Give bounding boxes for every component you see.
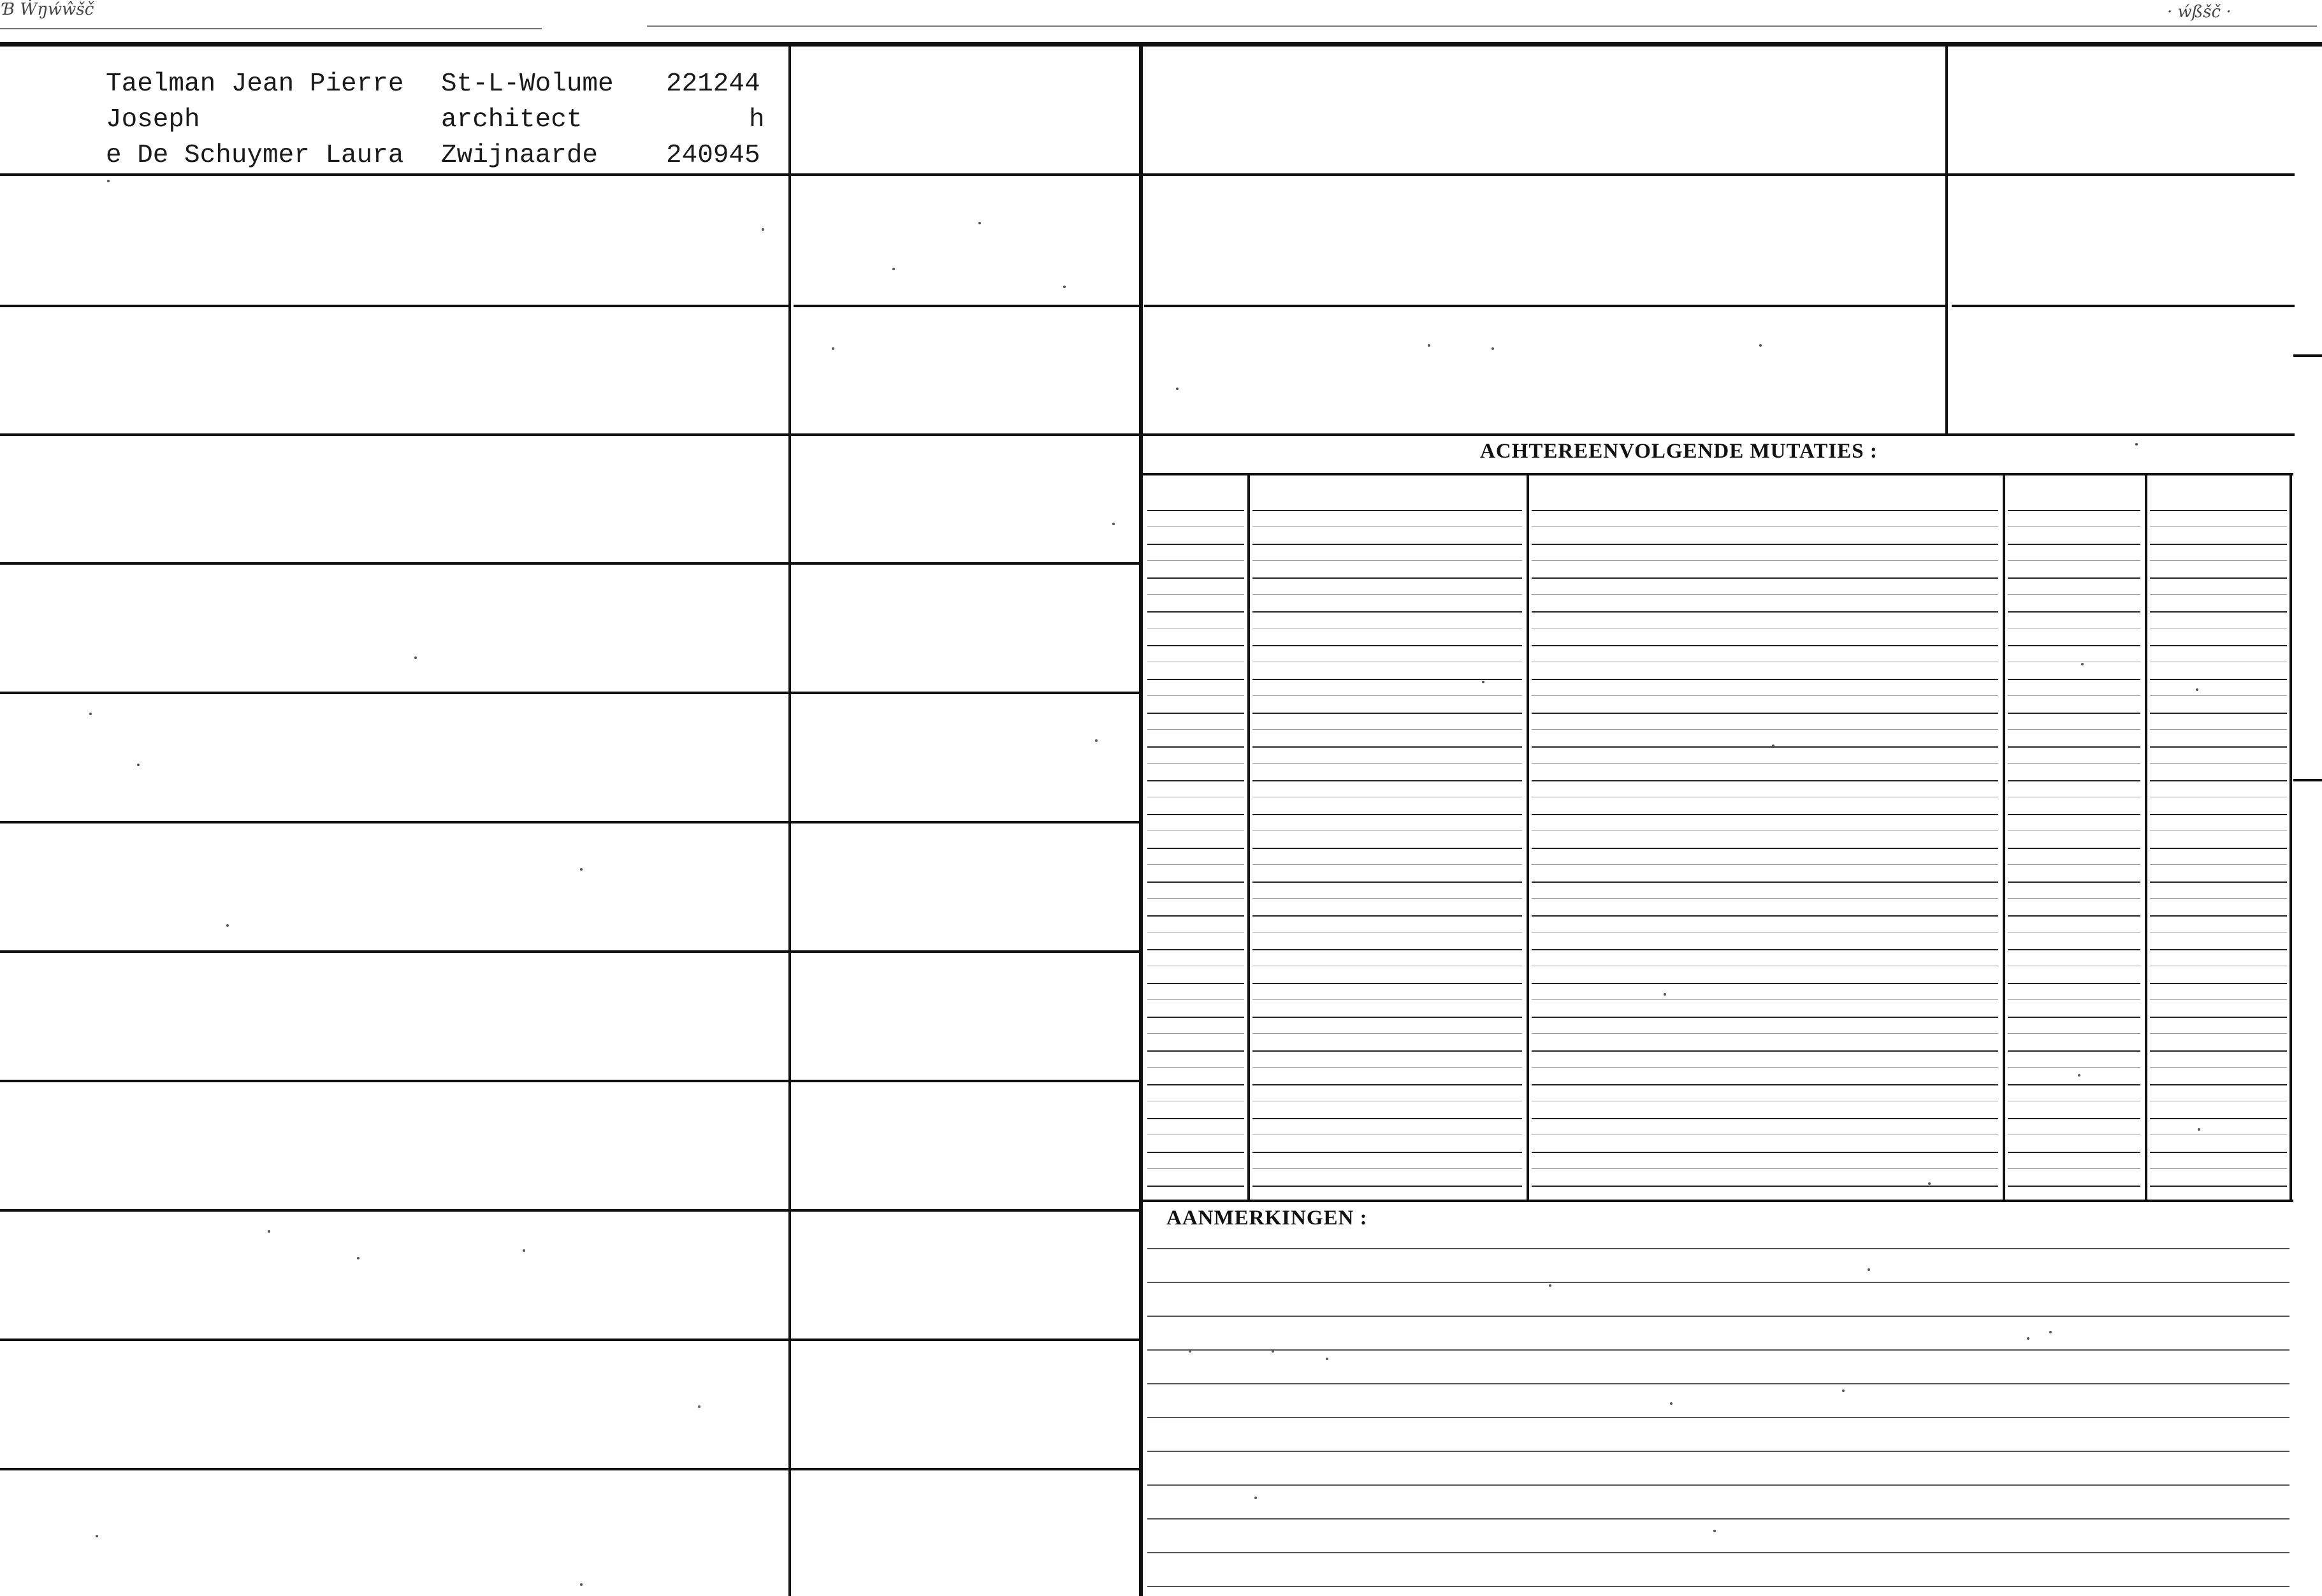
mutations-ruled-line <box>2008 1067 2140 1068</box>
mutations-ruled-line <box>2008 526 2140 527</box>
mutations-ruled-line <box>1147 645 1244 646</box>
mutations-ruled-line <box>2008 915 2140 917</box>
header-scribble-right: · ẃßšč · <box>2167 3 2231 22</box>
mutations-ruled-line <box>2150 1050 2287 1052</box>
mutations-ruled-line <box>1147 881 1244 883</box>
paper-speck <box>892 268 895 270</box>
mutations-ruled-line <box>1532 1186 1998 1187</box>
mutations-ruled-line <box>1147 814 1244 815</box>
mutations-heading: ACHTEREENVOLGENDE MUTATIES : <box>1480 440 1878 463</box>
mutations-ruled-line <box>2150 999 2287 1000</box>
paper-speck <box>1713 1530 1716 1532</box>
mutations-ruled-line <box>1532 645 1998 646</box>
mutations-ruled-line <box>2150 949 2287 950</box>
mutations-ruled-line <box>1252 510 1522 511</box>
row-rule <box>1144 305 1945 307</box>
paper-speck <box>1842 1389 1845 1392</box>
mutations-ruled-line <box>1532 1017 1998 1018</box>
remarks-ruled-line <box>1147 1383 2289 1384</box>
paper-speck <box>1491 347 1494 350</box>
mutations-ruled-line <box>2008 999 2140 1000</box>
row-rule <box>794 305 1139 307</box>
paper-speck <box>1664 993 1666 996</box>
remarks-ruled-line <box>1147 1417 2289 1418</box>
paper-speck <box>357 1257 359 1259</box>
mutations-ruled-line <box>1252 526 1522 527</box>
mutations-ruled-line <box>1147 510 1244 511</box>
column-rule-1 <box>788 45 791 1596</box>
mutations-ruled-line <box>1532 1118 1998 1119</box>
mutations-ruled-line <box>1532 881 1998 883</box>
mutations-ruled-line <box>1252 679 1522 680</box>
mutations-ruled-line <box>2008 594 2140 595</box>
mutations-ruled-line <box>2150 713 2287 714</box>
mutations-ruled-line <box>1532 1168 1998 1169</box>
header-faint-line-right <box>647 25 2317 27</box>
mutations-ruled-line <box>1532 983 1998 984</box>
mutations-top-rule <box>1142 473 2293 475</box>
mutations-ruled-line <box>1147 983 1244 984</box>
mutations-ruled-line <box>1252 983 1522 984</box>
entry-date-line2: h <box>749 105 765 134</box>
mutations-ruled-line <box>2008 1033 2140 1034</box>
mutations-ruled-line <box>2008 983 2140 984</box>
entry-date-line3: 240945 <box>666 141 760 170</box>
mutations-ruled-line <box>2008 864 2140 865</box>
entry-date-line1: 221244 <box>666 69 760 99</box>
mutations-ruled-line <box>1252 544 1522 545</box>
entry-place-line2: architect <box>441 105 583 134</box>
mutations-ruled-line <box>1532 1050 1998 1052</box>
header-rule <box>0 42 2322 47</box>
mutations-ruled-line <box>1532 1152 1998 1153</box>
mutations-ruled-line <box>1532 729 1998 730</box>
paper-speck <box>414 657 417 659</box>
mutations-ruled-line <box>1147 1168 1244 1169</box>
mutations-ruled-line <box>2008 695 2140 696</box>
mutations-ruled-line <box>1252 645 1522 646</box>
mutations-ruled-line <box>2150 746 2287 748</box>
mutations-ruled-line <box>1147 560 1244 561</box>
mutations-ruled-line <box>1147 780 1244 781</box>
mutations-ruled-line <box>1147 679 1244 680</box>
mutations-ruled-line <box>1147 763 1244 764</box>
mutations-ruled-line <box>2008 814 2140 815</box>
mutations-ruled-line <box>2150 814 2287 815</box>
paper-speck <box>580 1583 583 1586</box>
paper-speck <box>1772 744 1774 747</box>
mutations-ruled-line <box>1252 1084 1522 1085</box>
mutations-ruled-line <box>1532 713 1998 714</box>
mutations-ruled-line <box>2008 645 2140 646</box>
mutations-ruled-line <box>1532 898 1998 899</box>
mutations-ruled-line <box>2008 1186 2140 1187</box>
mutations-ruled-line <box>2150 1033 2287 1034</box>
mutations-ruled-line <box>1147 544 1244 545</box>
paper-speck <box>762 228 764 231</box>
remarks-ruled-line <box>1147 1316 2289 1317</box>
mutations-ruled-line <box>1147 1050 1244 1052</box>
mutations-ruled-line <box>1147 915 1244 917</box>
mutations-ruled-line <box>1147 577 1244 579</box>
mutations-ruled-line <box>1252 814 1522 815</box>
paper-speck <box>1428 344 1430 347</box>
mutations-ruled-line <box>1532 1067 1998 1068</box>
mutations-ruled-line <box>1532 949 1998 950</box>
mutations-ruled-line <box>1532 526 1998 527</box>
mutations-ruled-line <box>1147 848 1244 849</box>
mutations-ruled-line <box>2008 1084 2140 1085</box>
mutations-ruled-line <box>1147 526 1244 527</box>
mutations-ruled-line <box>1252 763 1522 764</box>
header-faint-line-left <box>0 28 542 29</box>
mutations-ruled-line <box>1252 999 1522 1000</box>
mutations-ruled-line <box>1147 1186 1244 1187</box>
mutations-ruled-line <box>1532 510 1998 511</box>
mutations-ruled-line <box>1252 729 1522 730</box>
remarks-ruled-line <box>1147 1586 2289 1587</box>
paper-speck <box>1868 1268 1870 1271</box>
mutations-ruled-line <box>2150 1168 2287 1169</box>
mutations-ruled-line <box>2150 560 2287 561</box>
mutations-ruled-line <box>2150 577 2287 579</box>
mutations-ruled-line <box>2150 763 2287 764</box>
mutations-ruled-line <box>1252 780 1522 781</box>
edge-tick <box>2293 779 2322 781</box>
row-rule <box>1952 305 2295 307</box>
mutations-ruled-line <box>1252 746 1522 748</box>
paper-speck <box>1272 1350 1274 1353</box>
remarks-ruled-line <box>1147 1518 2289 1520</box>
paper-speck <box>1095 739 1098 742</box>
mutations-ruled-line <box>1252 898 1522 899</box>
edge-tick <box>2293 354 2322 357</box>
mutations-ruled-line <box>2150 983 2287 984</box>
paper-speck <box>978 222 981 224</box>
mutations-ruled-line <box>1252 848 1522 849</box>
mutations-ruled-line <box>2008 780 2140 781</box>
mutations-ruled-line <box>2150 645 2287 646</box>
mutations-ruled-line <box>2150 695 2287 696</box>
mutations-ruled-line <box>2008 544 2140 545</box>
header-scribble-left: Ɓ Ẇŋẃŵšč <box>3 0 94 19</box>
mutations-ruled-line <box>1532 544 1998 545</box>
mutations-ruled-line <box>2008 729 2140 730</box>
mutations-ruled-line <box>1147 1033 1244 1034</box>
mutations-ruled-line <box>1532 780 1998 781</box>
mutations-ruled-line <box>1147 594 1244 595</box>
mutations-column-rule <box>1247 473 1250 1200</box>
mutations-ruled-line <box>1532 814 1998 815</box>
entry-name-line2: Joseph <box>106 105 200 134</box>
paper-speck <box>1063 286 1066 288</box>
remarks-ruled-line <box>1147 1484 2289 1486</box>
remarks-ruled-line <box>1147 1451 2289 1452</box>
mutations-ruled-line <box>2008 1118 2140 1119</box>
mutations-ruled-line <box>1532 915 1998 917</box>
column-rule-3 <box>1945 45 1948 433</box>
mutations-ruled-line <box>1147 864 1244 865</box>
paper-speck <box>1112 523 1115 525</box>
mutations-ruled-line <box>1252 594 1522 595</box>
paper-speck <box>523 1249 525 1252</box>
mutations-ruled-line <box>1252 1033 1522 1034</box>
entry-place-line3: Zwijnaarde <box>441 141 599 170</box>
mutations-ruled-line <box>1147 898 1244 899</box>
paper-speck <box>2049 1331 2052 1333</box>
mutations-ruled-line <box>2008 1168 2140 1169</box>
mutations-ruled-line <box>1532 695 1998 696</box>
mutations-ruled-line <box>1147 1017 1244 1018</box>
mutations-ruled-line <box>1252 1118 1522 1119</box>
paper-speck <box>1759 344 1762 347</box>
paper-speck <box>832 347 834 350</box>
entry-place-line1: St-L-Wolume <box>441 69 614 99</box>
mutations-ruled-line <box>2150 544 2287 545</box>
mutations-ruled-line <box>1532 611 1998 613</box>
mutations-ruled-line <box>2150 898 2287 899</box>
mutations-ruled-line <box>1147 746 1244 748</box>
mutations-ruled-line <box>1252 560 1522 561</box>
mutations-ruled-line <box>1252 949 1522 950</box>
mutations-ruled-line <box>1147 713 1244 714</box>
mutations-ruled-line <box>2150 510 2287 511</box>
paper-speck <box>1326 1358 1328 1360</box>
mutations-ruled-line <box>1147 949 1244 950</box>
mutations-ruled-line <box>1252 1050 1522 1052</box>
mutations-ruled-line <box>2008 577 2140 579</box>
remarks-ruled-line <box>1147 1248 2289 1249</box>
mutations-ruled-line <box>2008 611 2140 613</box>
paper-speck <box>137 764 140 766</box>
mutations-ruled-line <box>1252 864 1522 865</box>
row-rule <box>0 433 2295 436</box>
paper-speck <box>2078 1074 2080 1077</box>
mutations-ruled-line <box>1532 848 1998 849</box>
mutations-ruled-line <box>1532 594 1998 595</box>
mutations-ruled-line <box>2150 1118 2287 1119</box>
paper-speck <box>226 924 229 927</box>
mutations-ruled-line <box>2150 881 2287 883</box>
mutations-ruled-line <box>1532 1084 1998 1085</box>
mutations-ruled-line <box>2150 729 2287 730</box>
mutations-ruled-line <box>1532 1033 1998 1034</box>
paper-speck <box>1928 1182 1931 1185</box>
entry-name-line1: Taelman Jean Pierre <box>106 69 404 99</box>
mutations-ruled-line <box>2008 560 2140 561</box>
paper-speck <box>1176 388 1179 390</box>
mutations-ruled-line <box>2150 780 2287 781</box>
row-rule <box>0 821 1139 823</box>
mutations-ruled-line <box>1147 999 1244 1000</box>
mutations-column-rule <box>1527 473 1529 1200</box>
mutations-ruled-line <box>1252 1168 1522 1169</box>
paper-speck <box>580 868 583 871</box>
mutations-ruled-line <box>1147 729 1244 730</box>
mutations-ruled-line <box>2008 1017 2140 1018</box>
mutations-ruled-line <box>2150 1067 2287 1068</box>
paper-speck <box>107 180 110 182</box>
mutations-ruled-line <box>1252 1152 1522 1153</box>
mutations-ruled-line <box>2150 526 2287 527</box>
mutations-ruled-line <box>2150 915 2287 917</box>
mutations-ruled-line <box>2008 746 2140 748</box>
mutations-ruled-line <box>1532 864 1998 865</box>
mutations-ruled-line <box>1252 611 1522 613</box>
mutations-ruled-line <box>1252 881 1522 883</box>
mutations-ruled-line <box>2150 1186 2287 1187</box>
mutations-ruled-line <box>1147 1084 1244 1085</box>
paper-speck <box>2196 688 2198 691</box>
mutations-ruled-line <box>1252 577 1522 579</box>
mutations-ruled-line <box>1252 695 1522 696</box>
mutations-ruled-line <box>2008 1152 2140 1153</box>
column-rule-2 <box>1139 45 1143 1596</box>
row-rule <box>0 950 1139 953</box>
mutations-ruled-line <box>1147 695 1244 696</box>
paper-speck <box>89 713 92 715</box>
mutations-ruled-line <box>1532 746 1998 748</box>
mutations-ruled-line <box>2008 881 2140 883</box>
mutations-ruled-line <box>2150 1152 2287 1153</box>
paper-speck <box>1670 1402 1673 1405</box>
row-rule <box>0 1468 1139 1470</box>
mutations-ruled-line <box>2008 763 2140 764</box>
mutations-ruled-line <box>2150 1084 2287 1085</box>
remarks-heading: AANMERKINGEN : <box>1166 1207 1368 1230</box>
paper-speck <box>2027 1337 2029 1340</box>
mutations-ruled-line <box>1532 999 1998 1000</box>
mutations-ruled-line <box>2008 679 2140 680</box>
entry-name-line3: e De Schuymer Laura <box>106 141 404 170</box>
mutations-ruled-line <box>2150 679 2287 680</box>
mutations-ruled-line <box>1147 1152 1244 1153</box>
mutations-column-rule <box>2003 473 2005 1200</box>
mutations-ruled-line <box>2008 510 2140 511</box>
mutations-ruled-line <box>1532 577 1998 579</box>
mutations-ruled-line <box>2150 864 2287 865</box>
row-rule <box>0 692 1139 694</box>
paper-speck <box>2135 443 2138 446</box>
row-rule <box>0 1080 1139 1082</box>
mutations-ruled-line <box>2008 949 2140 950</box>
paper-speck <box>1189 1350 1191 1353</box>
mutations-ruled-line <box>1252 1067 1522 1068</box>
mutations-column-rule <box>2145 473 2147 1200</box>
mutations-ruled-line <box>1252 1186 1522 1187</box>
mutations-ruled-line <box>2008 848 2140 849</box>
mutations-ruled-line <box>1147 611 1244 613</box>
mutations-ruled-line <box>1532 763 1998 764</box>
row-rule <box>0 173 2295 176</box>
mutations-bottom-rule <box>1142 1200 2293 1202</box>
row-rule <box>0 562 1139 565</box>
mutations-ruled-line <box>1252 713 1522 714</box>
mutations-ruled-line <box>1147 1067 1244 1068</box>
remarks-ruled-line <box>1147 1552 2289 1553</box>
mutations-ruled-line <box>1252 1017 1522 1018</box>
remarks-ruled-line <box>1147 1282 2289 1283</box>
paper-speck <box>96 1535 98 1537</box>
paper-speck <box>1254 1497 1257 1499</box>
mutations-ruled-line <box>1532 560 1998 561</box>
mutations-ruled-line <box>2008 1050 2140 1052</box>
remarks-ruled-line <box>1147 1349 2289 1351</box>
mutations-ruled-line <box>2008 898 2140 899</box>
row-rule <box>0 1209 1139 1212</box>
row-rule <box>0 305 788 307</box>
mutations-ruled-line <box>1147 1118 1244 1119</box>
paper-speck <box>698 1405 700 1408</box>
mutations-column-rule <box>2289 473 2292 1200</box>
mutations-ruled-line <box>1252 915 1522 917</box>
paper-speck <box>2198 1128 2200 1131</box>
mutations-ruled-line <box>2008 713 2140 714</box>
mutations-ruled-line <box>2150 848 2287 849</box>
mutations-ruled-line <box>1532 679 1998 680</box>
paper-speck <box>1482 681 1484 683</box>
paper-speck <box>2081 663 2084 665</box>
paper-speck <box>1549 1284 1551 1287</box>
row-rule <box>0 1338 1139 1341</box>
mutations-ruled-line <box>2150 611 2287 613</box>
paper-speck <box>268 1230 270 1233</box>
mutations-ruled-line <box>2150 1017 2287 1018</box>
mutations-ruled-line <box>2150 594 2287 595</box>
